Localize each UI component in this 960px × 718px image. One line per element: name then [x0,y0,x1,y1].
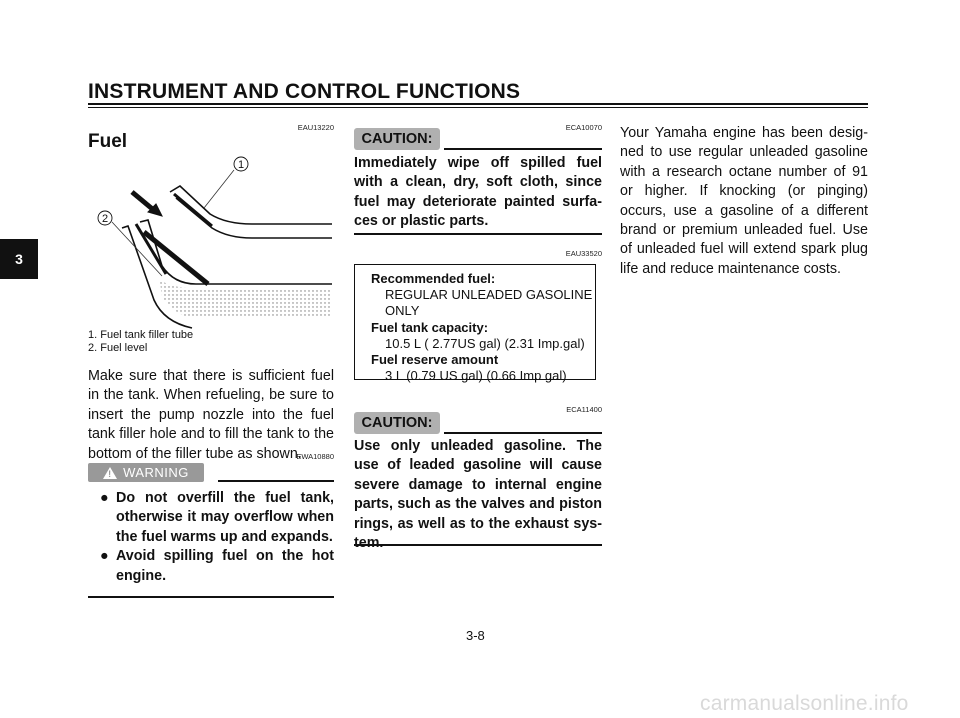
callout-2-label: 2 [102,213,109,225]
caution1-badge: CAUTION: [354,128,440,150]
reserve-amount-value: 3 L (0.79 US gal) (0.66 Imp gal) [385,368,567,384]
header-rule-thin [88,107,868,108]
recommended-fuel-label: Recommended fuel: [371,271,496,286]
caption-item-2: 2. Fuel level [88,341,148,354]
caution2-code: ECA11400 [566,405,602,414]
caution1-end-rule [354,233,602,235]
list-item: ● Do not overfill the fuel tank, otherwise it may overflow when the fuel warms up and expands. [100,490,334,545]
callout-leaders [112,170,234,276]
warning-badge [88,463,204,482]
reserve-amount-label: Fuel reserve amount [371,352,499,368]
warning-label: WARNING [123,465,189,480]
caution1-code: ECA10070 [565,123,602,132]
page-header-title: INSTRUMENT AND CONTROL FUNCTIONS [88,80,521,103]
watermark: carmanualsonline.info [700,692,909,715]
caution2-end-rule [354,544,602,546]
tank-capacity-value: 10.5 L ( 2.77US gal) (2.31 Imp.gal) [385,335,585,351]
warning-rule [218,480,334,482]
header-rule [88,103,868,105]
tank-capacity-label: Fuel tank capacity: [371,319,489,335]
fuel-level-area [160,280,332,316]
fuel-octane-paragraph: Your Yamaha engine has been desig-ned to use regular unleaded gasoline with a research octane number of 91 or higher. If knocking (or pinging) occurs, use a gasoline of a different brand or premium unleaded fuel. Use of unleaded fuel will extend spark plug life and reduce maintenance costs. [620,125,868,277]
chapter-tab: 3 [0,239,38,279]
section-heading: Fuel [88,131,128,152]
caution2-rule [444,432,602,434]
callout-2 [98,211,112,225]
warning-header [88,460,334,485]
page-number: 3-8 [466,628,485,643]
bullet-icon: ● [100,548,109,565]
warning-triangle-icon: ! [103,467,117,479]
caution2-text: Use only unleaded gasoline. The use of leaded gasoline will cause severe damage to internal engine parts, such as the valves and piston rings, as well as to the exhaust sys- [354,438,602,532]
caption-item-1: 1. Fuel tank filler tube [88,329,194,341]
bullet-icon: ● [100,490,109,506]
callout-1 [234,157,248,171]
fuel-tank-illustration [92,150,334,330]
warning-list [100,489,334,586]
figure-caption [88,329,193,354]
caution2-badge: CAUTION: [354,412,440,434]
warning-end-rule [88,596,334,598]
spec-code: EAU33520 [565,249,602,258]
fuel-intro-paragraph: Make sure that there is sufficient fuel in the tank. When refueling, be sure to insert the pump nozzle into the fuel tank filler hole and to fill the tank to the bottom of the filler tube as shown. [88,368,334,462]
recommended-fuel-value-cont: ONLY [385,303,420,319]
recommended-fuel-value: REGULAR UNLEADED GASOLINE [385,287,593,303]
section-code: EAU13220 [297,123,334,132]
list-item: ● Avoid spilling fuel on the hot engine. [100,548,334,584]
caution1-text: Immediately wipe off spilled fuel with a clean, dry, soft cloth, since fuel may deteriorate painted surfa-ces or plastic parts. [354,155,602,230]
caution1-rule [444,148,602,150]
warning-code: EWA10880 [296,452,334,461]
callout-1-label: 1 [238,159,245,171]
fuel-spec-box [354,264,596,384]
